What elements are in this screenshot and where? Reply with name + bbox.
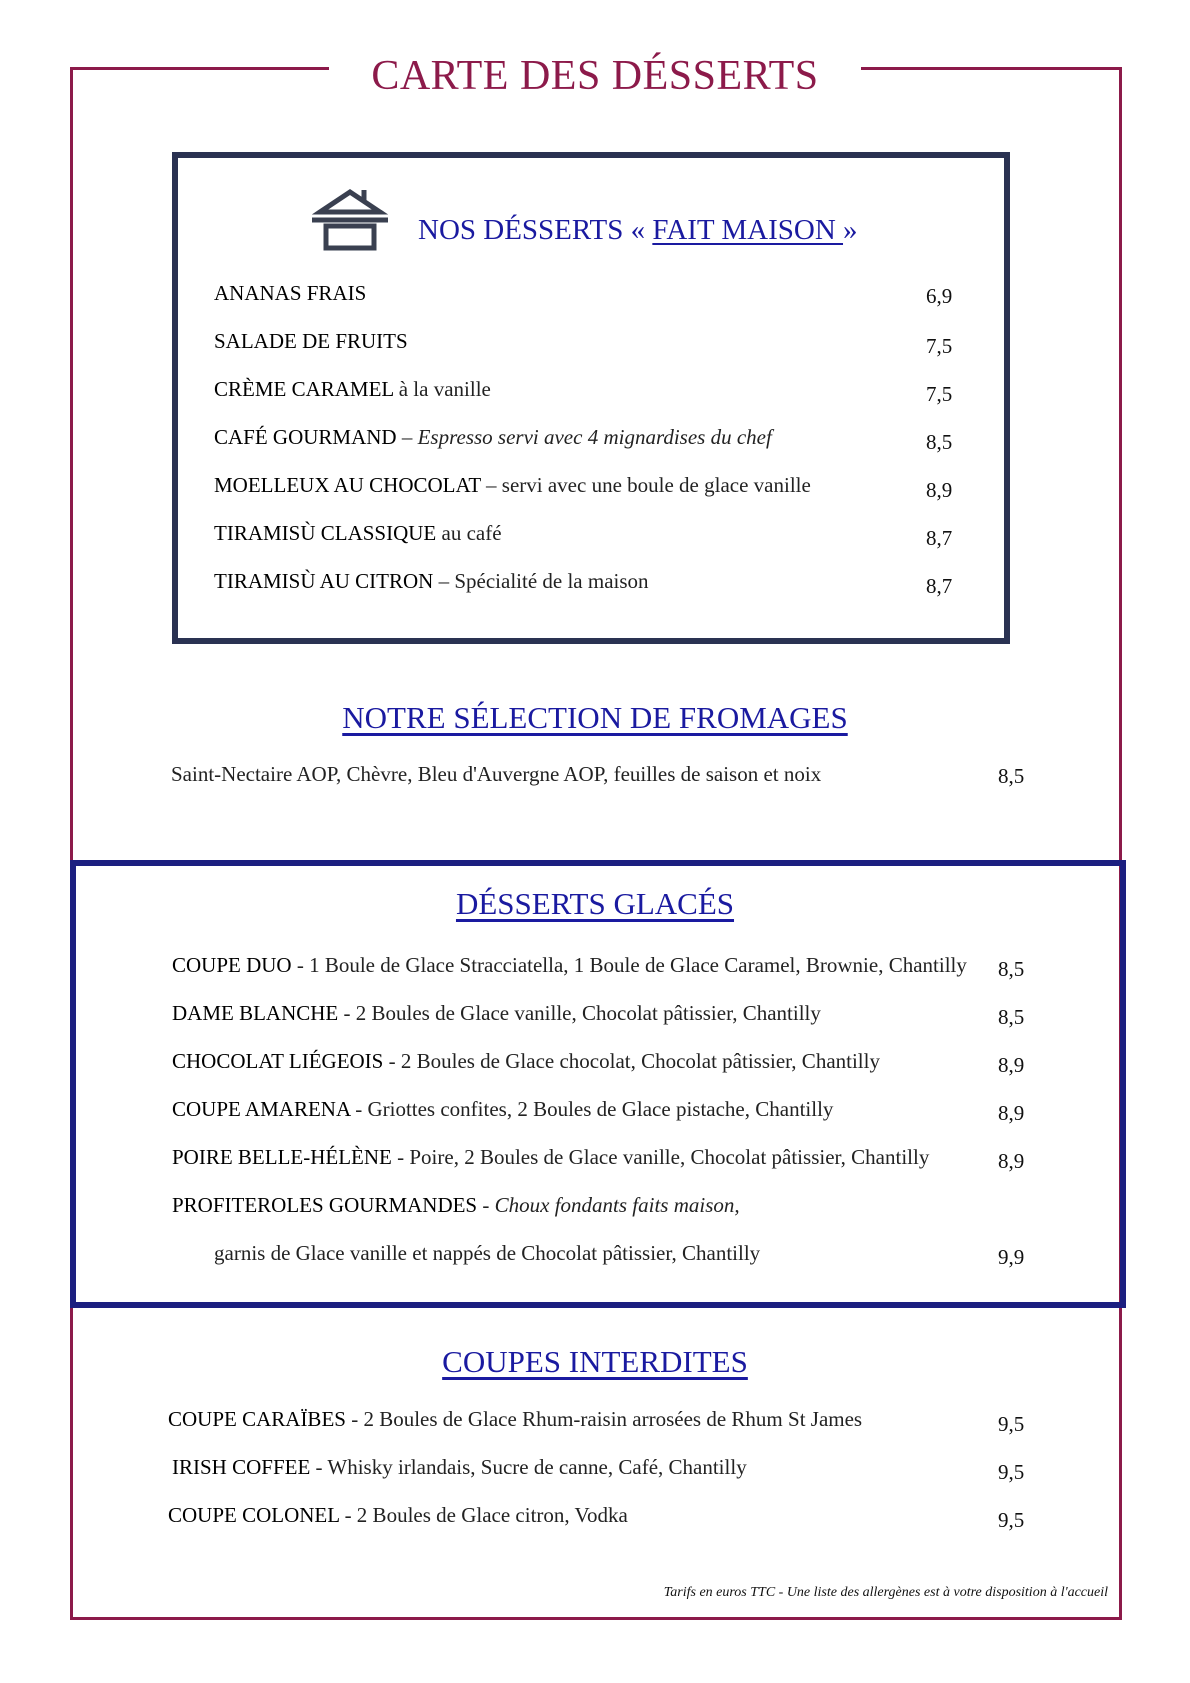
item-desc: – Spécialité de la maison (433, 569, 649, 593)
menu-item (214, 567, 649, 595)
item-name: COUPE AMARENA (172, 1097, 350, 1121)
item-price: 9,5 (998, 1412, 1025, 1436)
item-name: ANANAS FRAIS (214, 281, 367, 305)
fromages-desc (171, 760, 821, 788)
item-name: COUPE CARAÏBES (168, 1407, 346, 1431)
menu-item (172, 1143, 929, 1171)
item-price: 8,5 (926, 430, 953, 454)
menu-item (214, 519, 502, 547)
glaces-heading: DÉSSERTS GLACÉS (455, 886, 735, 921)
menu-item (172, 999, 821, 1027)
item-desc: – servi avec une boule de glace vanille (480, 473, 811, 497)
item-price: 8,9 (998, 1149, 1025, 1173)
item-desc: - 2 Boules de Glace Rhum-raisin arrosées de Rhum St James (345, 1407, 863, 1431)
item-desc: garnis de Glace vanille et nappés de Chocolat pâtissier, Chantilly (214, 1241, 761, 1265)
menu-item (172, 1191, 740, 1219)
menu-item (168, 1405, 862, 1433)
fromages-desc-text: Saint-Nectaire AOP, Chèvre, Bleu d'Auvergne AOP, feuilles de saison et noix (171, 762, 822, 786)
item-price: 9,5 (998, 1460, 1025, 1484)
item-name: CAFÉ GOURMAND (214, 425, 397, 449)
fromages-price: 8,5 (998, 764, 1025, 788)
menu-item (214, 279, 366, 307)
item-name: PROFITEROLES GOURMANDES (172, 1193, 478, 1217)
item-name: MOELLEUX AU CHOCOLAT (214, 473, 481, 497)
item-desc: - 2 Boules de Glace chocolat, Chocolat pâtissier, Chantilly (383, 1049, 880, 1073)
footer-note: Tarifs en euros TTC - Une liste des allergènes est à votre disposition à l'accueil (663, 1585, 1108, 1600)
title-wrap (0, 40, 1190, 112)
house-icon (312, 186, 388, 252)
page-title: CARTE DES DÉSSERTS (329, 40, 860, 112)
fait-maison-heading (418, 210, 858, 250)
item-desc: – Espresso servi avec 4 mignardises du chef (396, 425, 772, 449)
item-price: 8,9 (998, 1053, 1025, 1077)
item-name: CHOCOLAT LIÉGEOIS (172, 1049, 384, 1073)
item-price: 8,7 (926, 526, 953, 550)
item-price: 8,5 (998, 1005, 1025, 1029)
item-desc: - 2 Boules de Glace citron, Vodka (339, 1503, 628, 1527)
item-desc: à la vanille (393, 377, 491, 401)
item-desc: - Griottes confites, 2 Boules de Glace pistache, Chantilly (349, 1097, 834, 1121)
item-desc: - Choux fondants faits maison, (477, 1193, 740, 1217)
fait-maison-heading-suffix: » (843, 214, 858, 246)
item-name: POIRE BELLE-HÉLÈNE (172, 1145, 392, 1169)
item-desc: - 2 Boules de Glace vanille, Chocolat pâtissier, Chantilly (343, 1001, 821, 1025)
menu-item-continuation (214, 1239, 760, 1267)
fait-maison-heading-prefix: NOS DÉSSERTS « (418, 214, 653, 246)
item-desc: - 1 Boule de Glace Stracciatella, 1 Boule de Glace Caramel, Brownie, Chantilly (291, 953, 967, 977)
menu-item (214, 327, 408, 355)
menu-item (214, 423, 772, 451)
interdites-heading: COUPES INTERDITES (442, 1344, 748, 1379)
item-name: DAME BLANCHE (172, 1001, 344, 1025)
menu-item (172, 951, 967, 979)
item-name: IRISH COFFEE (172, 1455, 311, 1479)
item-price: 8,7 (926, 574, 953, 598)
menu-item (214, 375, 491, 403)
item-price: 8,5 (998, 957, 1025, 981)
item-name: TIRAMISÙ CLASSIQUE (214, 521, 437, 545)
item-name: TIRAMISÙ AU CITRON (214, 569, 434, 593)
item-name: COUPE DUO (172, 953, 292, 977)
fait-maison-heading-link: FAIT MAISON (652, 214, 844, 246)
item-desc: au café (436, 521, 502, 545)
item-price: 8,9 (998, 1101, 1025, 1125)
fromages-heading: NOTRE SÉLECTION DE FROMAGES (342, 700, 848, 735)
item-name: COUPE COLONEL (168, 1503, 340, 1527)
menu-item (168, 1501, 628, 1529)
item-price: 6,9 (926, 284, 953, 308)
menu-item (214, 471, 811, 499)
item-price: 9,9 (998, 1245, 1025, 1269)
item-price: 9,5 (998, 1508, 1025, 1532)
item-desc: - Poire, 2 Boules de Glace vanille, Chocolat pâtissier, Chantilly (391, 1145, 930, 1169)
item-price: 7,5 (926, 334, 953, 358)
item-price: 7,5 (926, 382, 953, 406)
menu-item (172, 1095, 833, 1123)
item-price: 8,9 (926, 478, 953, 502)
menu-item (172, 1453, 747, 1481)
item-name: SALADE DE FRUITS (214, 329, 408, 353)
menu-item (172, 1047, 880, 1075)
item-name: CRÈME CARAMEL (214, 377, 394, 401)
item-desc: - Whisky irlandais, Sucre de canne, Café, Chantilly (310, 1455, 747, 1479)
